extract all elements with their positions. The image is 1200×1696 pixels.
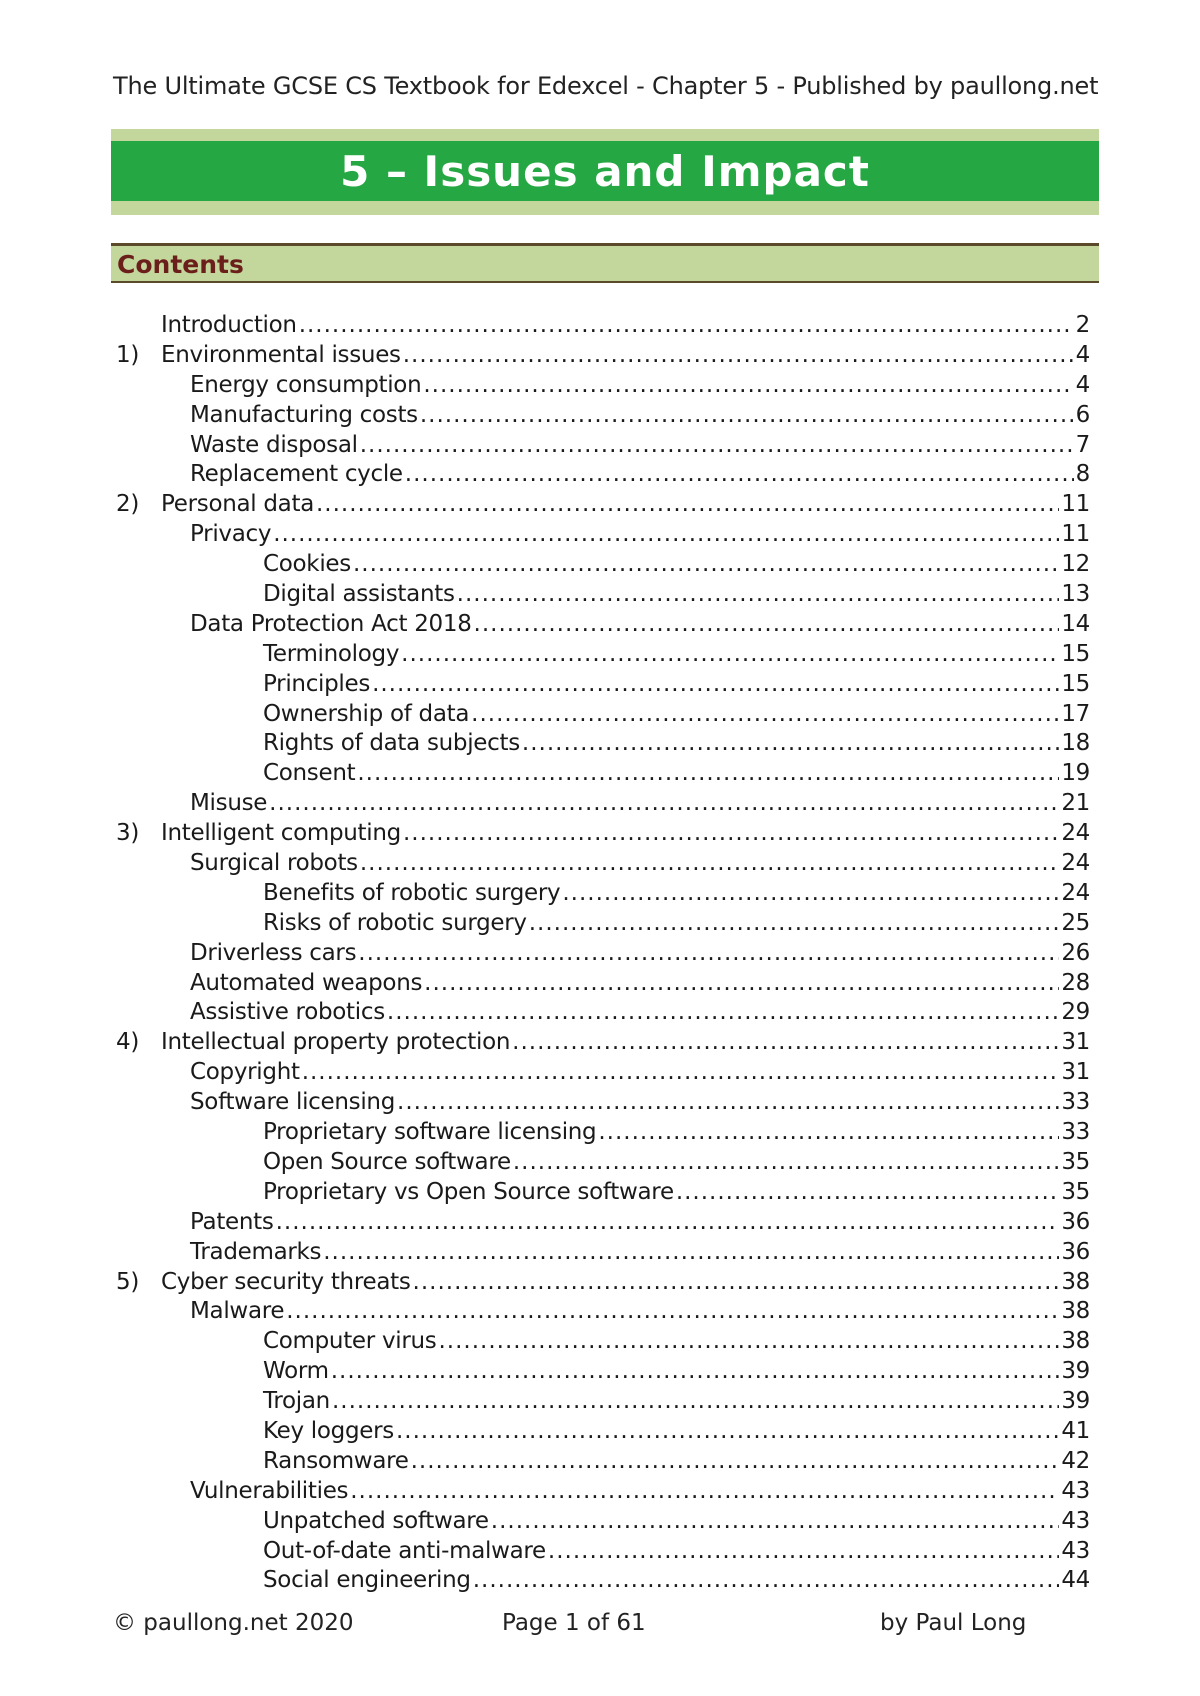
toc-entry-number: 5) xyxy=(116,1268,140,1295)
toc-entry-label: Rights of data subjects xyxy=(263,730,520,757)
toc-entry-label: Replacement cycle xyxy=(190,461,403,488)
toc-entry[interactable] xyxy=(116,1029,1090,1059)
toc-dot-leader xyxy=(401,641,1059,667)
toc-dot-leader xyxy=(387,999,1059,1025)
toc-entry-label: Assistive robotics xyxy=(190,999,385,1026)
toc-entry-label: Copyright xyxy=(190,1059,300,1086)
table-of-contents xyxy=(116,312,1090,1597)
toc-entry[interactable] xyxy=(116,1209,1090,1239)
toc-dot-leader xyxy=(397,1089,1059,1115)
toc-dot-leader xyxy=(676,1179,1060,1205)
toc-entry-label: Unpatched software xyxy=(263,1507,489,1534)
toc-entry-label: Consent xyxy=(263,760,356,787)
toc-entry-label: Computer virus xyxy=(263,1328,437,1355)
toc-entry-label: Risks of robotic surgery xyxy=(263,909,527,936)
toc-entry-label: Misuse xyxy=(190,790,268,817)
toc-entry-label: Intellectual property protection xyxy=(161,1029,511,1056)
toc-entry-page-number: 12 xyxy=(1061,551,1090,578)
toc-entry[interactable] xyxy=(116,701,1090,731)
toc-entry-label: Software licensing xyxy=(190,1089,396,1116)
toc-entry-page-number: 24 xyxy=(1061,820,1090,847)
toc-entry-page-number: 38 xyxy=(1061,1268,1090,1295)
toc-entry-number: 2) xyxy=(116,491,140,518)
toc-entry-page-number: 18 xyxy=(1061,730,1090,757)
toc-dot-leader xyxy=(598,1119,1059,1145)
toc-entry-page-number: 31 xyxy=(1061,1029,1090,1056)
toc-entry-page-number: 11 xyxy=(1061,521,1090,548)
toc-entry[interactable] xyxy=(116,1358,1090,1388)
toc-dot-leader xyxy=(413,1269,1060,1295)
toc-entry[interactable] xyxy=(116,1119,1090,1149)
chapter-title: 5 – Issues and Impact xyxy=(340,146,870,196)
toc-entry[interactable] xyxy=(116,641,1090,671)
toc-entry[interactable] xyxy=(116,372,1090,402)
toc-entry-label: Trojan xyxy=(263,1388,330,1415)
toc-entry-label: Terminology xyxy=(263,640,400,667)
toc-dot-leader xyxy=(273,521,1059,547)
toc-entry-number: 3) xyxy=(116,820,140,847)
toc-entry[interactable] xyxy=(116,1328,1090,1358)
toc-entry-page-number: 14 xyxy=(1061,610,1090,637)
toc-entry[interactable] xyxy=(116,1059,1090,1089)
toc-entry[interactable] xyxy=(116,1567,1090,1597)
toc-entry-label: Ownership of data xyxy=(263,700,470,727)
toc-dot-leader xyxy=(423,372,1073,398)
toc-entry-label: Ransomware xyxy=(263,1447,409,1474)
toc-dot-leader xyxy=(269,790,1059,816)
toc-entry-label: Benefits of robotic surgery xyxy=(263,879,561,906)
toc-entry-page-number: 33 xyxy=(1061,1119,1090,1146)
footer-author: by Paul Long xyxy=(880,1610,1027,1636)
toc-dot-leader xyxy=(396,1418,1059,1444)
toc-entry[interactable] xyxy=(116,880,1090,910)
toc-entry-page-number: 43 xyxy=(1061,1537,1090,1564)
toc-entry[interactable] xyxy=(116,850,1090,880)
running-header: The Ultimate GCSE CS Textbook for Edexcel - Chapter 5 - Published by paullong.net xyxy=(113,72,1099,100)
contents-heading-bar xyxy=(111,243,1099,283)
toc-entry-label: Cyber security threats xyxy=(161,1268,411,1295)
toc-entry-label: Driverless cars xyxy=(190,939,357,966)
toc-entry-label: Open Source software xyxy=(263,1148,511,1175)
toc-entry-page-number: 38 xyxy=(1061,1328,1090,1355)
toc-entry-page-number: 24 xyxy=(1061,879,1090,906)
toc-entry[interactable] xyxy=(116,1538,1090,1568)
toc-dot-leader xyxy=(372,671,1059,697)
toc-entry-label: Personal data xyxy=(161,491,314,518)
toc-entry-label: Automated weapons xyxy=(190,969,423,996)
toc-dot-leader xyxy=(316,491,1059,517)
toc-entry-page-number: 39 xyxy=(1061,1358,1090,1385)
toc-dot-leader xyxy=(299,312,1074,338)
toc-entry-page-number: 38 xyxy=(1061,1298,1090,1325)
toc-entry-label: Patents xyxy=(190,1208,274,1235)
toc-entry[interactable] xyxy=(116,1298,1090,1328)
toc-dot-leader xyxy=(358,940,1059,966)
toc-dot-leader xyxy=(331,1358,1060,1384)
toc-dot-leader xyxy=(353,551,1059,577)
toc-entry-page-number: 8 xyxy=(1075,461,1090,488)
chapter-title-bar xyxy=(111,141,1099,201)
toc-entry[interactable] xyxy=(116,1388,1090,1418)
toc-entry[interactable] xyxy=(116,312,1090,342)
toc-entry-label: Intelligent computing xyxy=(161,820,401,847)
toc-entry[interactable] xyxy=(116,1269,1090,1299)
toc-entry[interactable] xyxy=(116,521,1090,551)
toc-entry-page-number: 31 xyxy=(1061,1059,1090,1086)
toc-entry-page-number: 43 xyxy=(1061,1477,1090,1504)
toc-entry-page-number: 4 xyxy=(1075,371,1090,398)
toc-entry[interactable] xyxy=(116,1149,1090,1179)
toc-entry-label: Privacy xyxy=(190,521,272,548)
toc-dot-leader xyxy=(357,760,1059,786)
toc-entry-page-number: 43 xyxy=(1061,1507,1090,1534)
toc-dot-leader xyxy=(473,1567,1060,1593)
toc-dot-leader xyxy=(548,1538,1059,1564)
toc-entry-label: Vulnerabilities xyxy=(190,1477,349,1504)
toc-entry-label: Waste disposal xyxy=(190,431,358,458)
toc-dot-leader xyxy=(360,850,1059,876)
toc-entry[interactable] xyxy=(116,1478,1090,1508)
toc-entry[interactable] xyxy=(116,461,1090,491)
toc-entry-label: Proprietary vs Open Source software xyxy=(263,1178,674,1205)
toc-entry[interactable] xyxy=(116,491,1090,521)
toc-entry[interactable] xyxy=(116,1418,1090,1448)
toc-entry[interactable] xyxy=(116,910,1090,940)
toc-entry-label: Introduction xyxy=(161,312,297,338)
toc-entry[interactable] xyxy=(116,999,1090,1029)
toc-dot-leader xyxy=(360,432,1074,458)
toc-entry-page-number: 42 xyxy=(1061,1447,1090,1474)
toc-entry[interactable] xyxy=(116,1239,1090,1269)
toc-entry[interactable] xyxy=(116,820,1090,850)
toc-dot-leader xyxy=(522,730,1059,756)
toc-entry-page-number: 25 xyxy=(1061,909,1090,936)
toc-entry[interactable] xyxy=(116,611,1090,641)
toc-entry-label: Data Protection Act 2018 xyxy=(190,610,472,637)
toc-entry[interactable] xyxy=(116,1179,1090,1209)
toc-entry-label: Malware xyxy=(190,1298,285,1325)
toc-entry[interactable] xyxy=(116,730,1090,760)
toc-entry-page-number: 35 xyxy=(1061,1178,1090,1205)
toc-dot-leader xyxy=(403,820,1059,846)
toc-dot-leader xyxy=(350,1478,1059,1504)
toc-entry-number: 1) xyxy=(116,341,140,368)
toc-entry-page-number: 6 xyxy=(1075,401,1090,428)
toc-entry[interactable] xyxy=(116,671,1090,701)
toc-entry-label: Key loggers xyxy=(263,1417,394,1444)
toc-dot-leader xyxy=(438,1328,1059,1354)
toc-entry-label: Proprietary software licensing xyxy=(263,1119,597,1146)
toc-entry-page-number: 41 xyxy=(1061,1417,1090,1444)
toc-dot-leader xyxy=(276,1209,1060,1235)
toc-entry-number: 4) xyxy=(116,1029,140,1056)
toc-dot-leader xyxy=(286,1298,1059,1324)
toc-entry-page-number: 24 xyxy=(1061,850,1090,877)
toc-dot-leader xyxy=(562,880,1059,906)
toc-entry-label: Energy consumption xyxy=(190,371,422,398)
toc-dot-leader xyxy=(513,1149,1060,1175)
chapter-title-banner xyxy=(111,129,1099,215)
toc-dot-leader xyxy=(302,1059,1060,1085)
toc-entry[interactable] xyxy=(116,432,1090,462)
toc-entry[interactable] xyxy=(116,760,1090,790)
toc-entry[interactable] xyxy=(116,1448,1090,1478)
toc-entry-page-number: 7 xyxy=(1075,431,1090,458)
toc-entry-page-number: 21 xyxy=(1061,790,1090,817)
toc-entry-page-number: 29 xyxy=(1061,999,1090,1026)
toc-entry-label: Manufacturing costs xyxy=(190,401,418,428)
toc-entry[interactable] xyxy=(116,790,1090,820)
toc-entry-page-number: 15 xyxy=(1061,640,1090,667)
toc-entry-page-number: 11 xyxy=(1061,491,1090,518)
toc-entry-page-number: 15 xyxy=(1061,670,1090,697)
toc-entry[interactable] xyxy=(116,1508,1090,1538)
toc-entry-label: Out-of-date anti-malware xyxy=(263,1537,546,1564)
toc-entry-label: Worm xyxy=(263,1358,329,1385)
toc-entry[interactable] xyxy=(116,1089,1090,1119)
toc-dot-leader xyxy=(512,1029,1059,1055)
footer-page-indicator: Page 1 of 61 xyxy=(502,1610,646,1636)
toc-dot-leader xyxy=(424,970,1059,996)
toc-entry-page-number: 33 xyxy=(1061,1089,1090,1116)
contents-heading: Contents xyxy=(117,250,244,279)
toc-entry-label: Trademarks xyxy=(190,1238,322,1265)
toc-dot-leader xyxy=(403,342,1074,368)
toc-entry-page-number: 2 xyxy=(1075,312,1090,338)
toc-entry-page-number: 26 xyxy=(1061,939,1090,966)
toc-entry[interactable] xyxy=(116,940,1090,970)
toc-dot-leader xyxy=(332,1388,1059,1414)
toc-dot-leader xyxy=(411,1448,1060,1474)
toc-dot-leader xyxy=(471,701,1059,727)
toc-entry-page-number: 4 xyxy=(1075,341,1090,368)
toc-entry-label: Surgical robots xyxy=(190,850,358,877)
toc-entry-label: Digital assistants xyxy=(263,581,455,608)
toc-dot-leader xyxy=(323,1239,1059,1265)
toc-entry-page-number: 35 xyxy=(1061,1148,1090,1175)
toc-entry-label: Principles xyxy=(263,670,371,697)
toc-entry-page-number: 39 xyxy=(1061,1388,1090,1415)
toc-dot-leader xyxy=(405,461,1074,487)
toc-entry-page-number: 36 xyxy=(1061,1208,1090,1235)
toc-dot-leader xyxy=(491,1508,1060,1534)
toc-dot-leader xyxy=(457,581,1060,607)
toc-entry-page-number: 44 xyxy=(1061,1567,1090,1594)
toc-entry-page-number: 36 xyxy=(1061,1238,1090,1265)
toc-entry[interactable] xyxy=(116,581,1090,611)
toc-entry-page-number: 28 xyxy=(1061,969,1090,996)
toc-entry[interactable] xyxy=(116,551,1090,581)
toc-entry-label: Environmental issues xyxy=(161,341,401,368)
toc-dot-leader xyxy=(529,910,1060,936)
footer-copyright: © paullong.net 2020 xyxy=(113,1610,354,1636)
toc-entry-label: Cookies xyxy=(263,551,351,578)
toc-entry[interactable] xyxy=(116,970,1090,1000)
toc-entry[interactable] xyxy=(116,402,1090,432)
toc-entry[interactable] xyxy=(116,342,1090,372)
toc-dot-leader xyxy=(420,402,1074,428)
toc-entry-page-number: 13 xyxy=(1061,581,1090,608)
toc-entry-page-number: 19 xyxy=(1061,760,1090,787)
toc-entry-label: Social engineering xyxy=(263,1567,471,1594)
toc-entry-page-number: 17 xyxy=(1061,700,1090,727)
toc-dot-leader xyxy=(474,611,1060,637)
